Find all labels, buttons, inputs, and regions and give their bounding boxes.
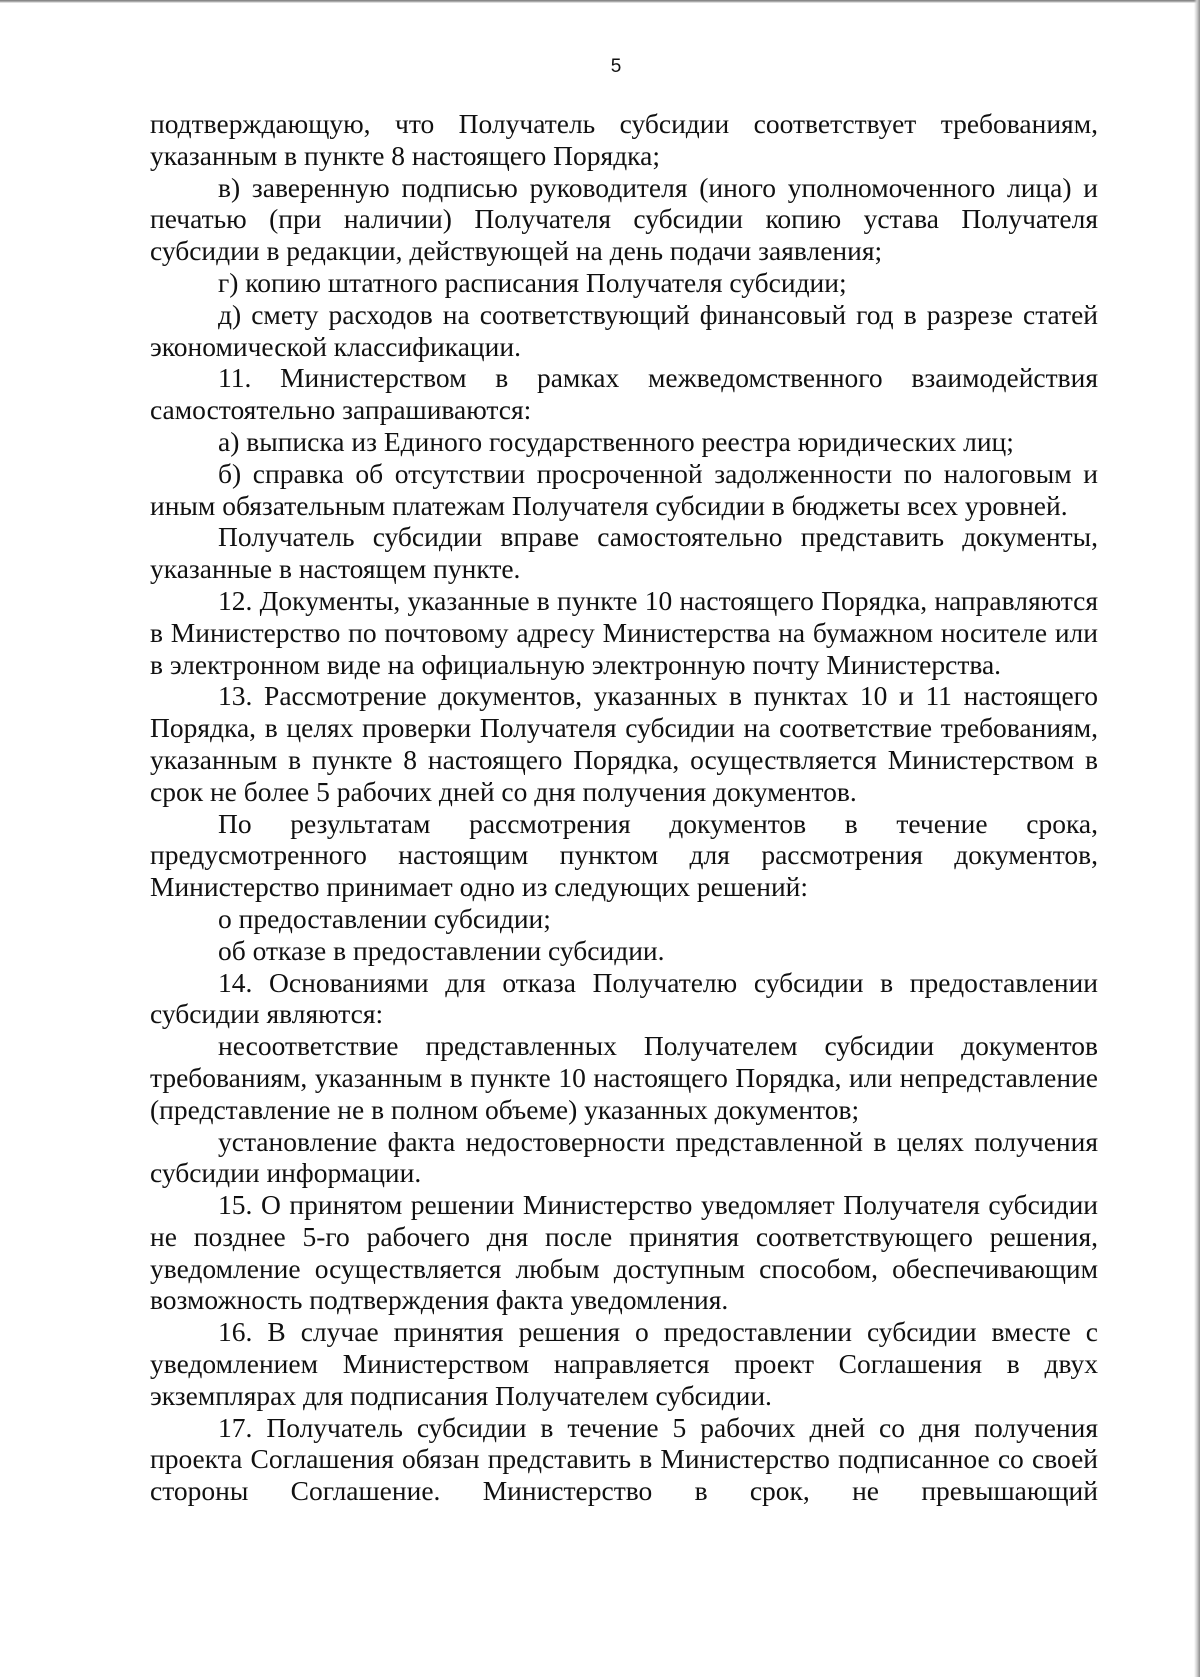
document-body (150, 108, 1098, 1507)
paragraph-item-b: б) справка об отсутствии просроченной задолженности по налоговым и иным обязательным платежам Получателя субсидии в бюджеты всех уровней. (150, 457, 1098, 521)
paragraph-13: 13. Рассмотрение документов, указанных в пунктах 10 и 11 настоящего Порядка, в целях проверки Получателя субсидии на соответствие требованиям, указанным в пункте 8 настоящего Порядка, осуществляется Министерством в срок не более 5 рабочих дней со дня получения документов. (150, 680, 1098, 807)
paragraph-decision-grant: о предоставлении субсидии; (218, 902, 551, 934)
scan-edge-right (1194, 0, 1200, 1677)
paragraph-15: 15. О принятом решении Министерство уведомляет Получателя субсидии не позднее 5-го рабочего дня после принятия соответствующего решения, уведомление осуществляется любым доступным способом, обеспечивающим возможность подтверждения факта уведомления. (150, 1189, 1098, 1316)
paragraph-item-g: г) копию штатного расписания Получателя субсидии; (218, 266, 847, 298)
paragraph-14: 14. Основаниями для отказа Получателю субсидии в предоставлении субсидии являются: (150, 966, 1098, 1030)
paragraph-item-a: а) выписка из Единого государственного реестра юридических лиц; (218, 425, 1014, 457)
paragraph-decision-refusal: об отказе в предоставлении субсидии. (218, 934, 665, 966)
paragraph-continuation: подтверждающую, что Получатель субсидии соответствует требованиям, указанным в пункте 8 настоящего Порядка; (150, 108, 1098, 171)
paragraph-13-results: По результатам рассмотрения документов в течение срока, предусмотренного настоящим пунктом для рассмотрения документов, Министерство принимает одно из следующих решений: (150, 807, 1098, 903)
paragraph-11: 11. Министерством в рамках межведомственного взаимодействия самостоятельно запрашиваются: (150, 362, 1098, 426)
page-number: 5 (610, 56, 622, 77)
paragraph-item-d: д) смету расходов на соответствующий финансовый год в разрезе статей экономической классификации. (150, 298, 1098, 362)
paragraph-16: 16. В случае принятия решения о предоставлении субсидии вместе с уведомлением Министерством направляется проект Соглашения в двух экземплярах для подписания Получателем субсидии. (150, 1316, 1098, 1411)
paragraph-17: 17. Получатель субсидии в течение 5 рабочих дней со дня получения проекта Соглашения обязан представить в Министерство подписанное со своей стороны Соглашение. Министерство в срок, не превышающий (150, 1411, 1098, 1507)
scan-edge-top (0, 0, 1200, 3)
paragraph-recipient-right: Получатель субсидии вправе самостоятельно представить документы, указанные в настоящем пункте. (150, 521, 1098, 585)
paragraph-12: 12. Документы, указанные в пункте 10 настоящего Порядка, направляются в Министерство по почтовому адресу Министерства на бумажном носителе или в электронном виде на официальную электронную почту Министерства. (150, 584, 1098, 680)
paragraph-14-ground-2: установление факта недостоверности представленной в целях получения субсидии информации. (150, 1125, 1098, 1189)
paragraph-item-v: в) заверенную подписью руководителя (иного уполномоченного лица) и печатью (при наличии) Получателя субсидии копию устава Получателя субсидии в редакции, действующей на день подачи заявления; (150, 171, 1098, 267)
paragraph-14-ground-1: несоответствие представленных Получателем субсидии документов требованиям, указанным в пункте 10 настоящего Порядка, или непредставление (представление не в полном объеме) указанных документов; (150, 1030, 1098, 1125)
